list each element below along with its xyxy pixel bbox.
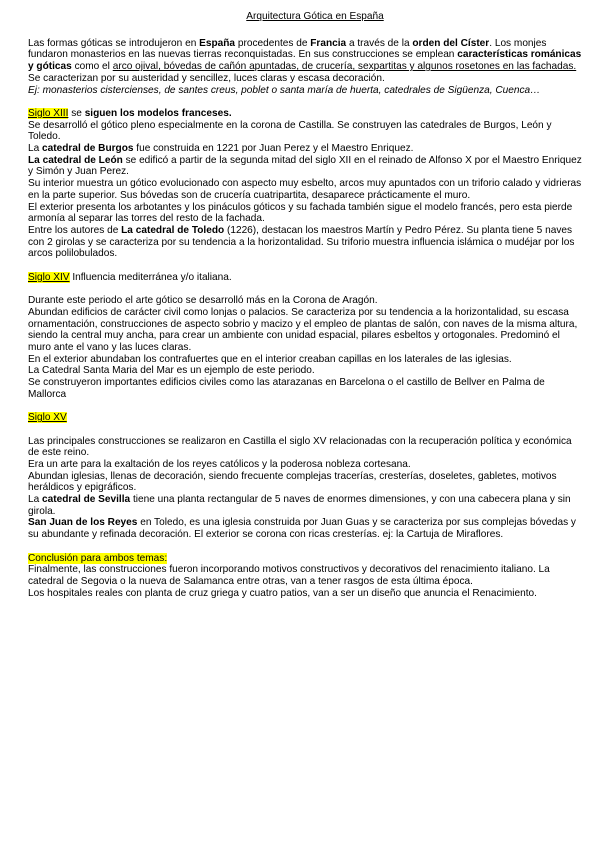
bold-run: España	[199, 37, 236, 49]
italic-run: Ej: monasterios cistercienses, de santes creus, poblet o santa maría de huerta, catedrales de Sigüenza, Cuenca…	[28, 84, 541, 96]
intro-examples	[28, 85, 584, 97]
s13-paragraph	[28, 143, 584, 155]
text-run: se	[68, 107, 85, 119]
text-run: procedentes de	[235, 37, 311, 49]
s15-paragraph: Era un arte para la exaltación de los reyes católicos y la poderosa nobleza cortesana.	[28, 458, 411, 470]
s13-paragraph	[28, 225, 584, 260]
text-run: Influencia mediterránea y/o italiana.	[69, 271, 232, 283]
text-run: fue construida en 1221 por Juan Perez y el Maestro Enriquez.	[133, 143, 414, 155]
intro-paragraph	[28, 38, 584, 73]
bold-run: siguen los modelos franceses.	[84, 107, 232, 119]
s15-paragraph: Las principales construcciones se realizaron en Castilla el siglo XV relacionadas con la recuperación política y económica de este reino.	[28, 435, 572, 459]
s15-paragraph	[28, 517, 584, 540]
text-run: se edificó a partir de la segunda mitad del siglo XII en el reinado de Alfonso X por el Maestro Enriquez y Simón y Juan Perez.	[28, 154, 582, 178]
s13-paragraph: Su interior muestra un gótico evolucionado con aspecto muy esbelto, arcos muy apuntados con un triforio calado y vidrieras en la parte superior. Sus bóvedas son de crucería cuatripartita, desaparece prácticamente el muro.	[28, 178, 582, 201]
underlined-run: arco ojival, bóvedas de cañón apuntadas, de crucería, sexpartitas y algunos rosetones en las fachadas.	[112, 61, 577, 73]
s15-paragraph: Abundan iglesias, llenas de decoración, siendo frecuente complejas tracerías, cresterías, doseletes, gabletes, motivos heráldicos y epigráficos.	[28, 470, 557, 494]
bold-run: catedral de Sevilla	[42, 494, 131, 506]
text-run: Las formas góticas se introdujeron en	[28, 37, 200, 49]
s14-paragraph: La Catedral Santa Maria del Mar es un ejemplo de este periodo.	[28, 365, 315, 377]
document-page	[28, 11, 584, 599]
highlighted-heading: Conclusión para ambos temas:	[28, 552, 168, 564]
text-run: como el	[71, 61, 113, 73]
bold-run: La catedral de León	[28, 154, 123, 166]
conclusion-paragraph: Finalmente, las construcciones fueron incorporando motivos constructivos y decorativos del renacimiento italiano. La catedral de Segovia o la nueva de Salamanca entre otras, van a tener rasgos de esta última época.	[28, 564, 550, 587]
s13-paragraph	[28, 155, 584, 178]
text-run: . Los monjes fundaron monasterios en las nuevas tierras reconquistadas. En sus construcciones se emplean	[28, 37, 547, 61]
highlighted-heading: Siglo XIII	[28, 107, 69, 119]
spacer	[28, 260, 584, 272]
text-run: en Toledo, es una iglesia construida por Juan Guas y se caracteriza por sus complejas bóvedas y su abundante y refinada decoración. El exterior se corona con ricas cresterías. ej: la Cartuja de Miraflores.	[28, 517, 576, 541]
document-title: Arquitectura Gótica en España	[246, 11, 384, 22]
bold-run: La catedral de Toledo	[121, 224, 225, 236]
conclusion-paragraph: Los hospitales reales con planta de cruz griega y cuatro patios, van a ser un diseño que anuncia el Renacimiento.	[28, 587, 537, 599]
bold-run: San Juan de los Reyes	[28, 517, 138, 529]
bold-run: catedral de Burgos	[42, 143, 134, 155]
s14-paragraph: En el exterior abundaban los contrafuertes que en el interior creaban capillas en los laterales de las iglesias.	[28, 353, 512, 365]
section-heading-s13	[28, 108, 584, 120]
bold-run: orden del Císter	[412, 37, 490, 49]
bold-run: características románicas y góticas	[28, 49, 582, 73]
intro-characteristics: Se caracterizan por su austeridad y sencillez, luces claras y escasa decoración.	[28, 72, 385, 84]
s13-paragraph: Se desarrolló el gótico pleno especialmente en la corona de Castilla. Se construyen las catedrales de Burgos, León y Toledo.	[28, 119, 552, 143]
highlighted-heading: Siglo XV	[28, 412, 67, 424]
section-heading-s14	[28, 272, 584, 284]
text-run: La	[28, 143, 43, 155]
spacer	[28, 424, 584, 436]
s14-paragraph: Abundan edificios de carácter civil como lonjas o palacios. Se caracteriza por su tendencia a la horizontalidad, su escasa ornamentación, construcciones de aspecto sobrio y macizo y el empleo de plantas de salón, con naves de la misma altura, siendo la central muy ancha, para crear un ambiente con unidad espacial, pilares esbeltos y ortogonales. Predominó el muro ante el vano y las luces claras.	[28, 306, 578, 353]
s14-paragraph: Se construyeron importantes edificios civiles como las atarazanas en Barcelona o el castillo de Bellver en Palma de Mallorca	[28, 377, 545, 400]
section-heading-conclusion	[28, 553, 584, 565]
spacer	[28, 283, 584, 295]
text-run: a través de la	[346, 37, 413, 49]
highlighted-heading: Siglo XIV	[28, 271, 70, 283]
s15-paragraph	[28, 494, 584, 517]
spacer	[28, 541, 584, 553]
spacer	[28, 96, 584, 108]
text-run: tiene una planta rectangular de 5 naves de enormes dimensiones, y con una cabecera plana y sin girola.	[28, 494, 571, 517]
s13-paragraph: El exterior presenta los arbotantes y los pináculos góticos y su fachada también sigue el modelo francés, pero esta pierde armonía al separar las torres del resto de la fachada.	[28, 201, 573, 225]
text-run: La	[28, 494, 43, 506]
section-heading-s15	[28, 412, 584, 424]
text-run: Entre los autores de	[28, 224, 122, 236]
bold-run: Francia	[310, 37, 347, 49]
s14-paragraph: Durante este periodo el arte gótico se desarrolló más en la Corona de Aragón.	[28, 295, 378, 307]
spacer	[28, 400, 584, 412]
text-run: (1226), destacan los maestros Martín y Pedro Pérez. Su planta tiene 5 naves con 2 girolas y se caracteriza por su tendencia a la horizontalidad. Su triforio muestra influencia islámica o mudéjar por los arcos polilobulados.	[28, 224, 575, 260]
